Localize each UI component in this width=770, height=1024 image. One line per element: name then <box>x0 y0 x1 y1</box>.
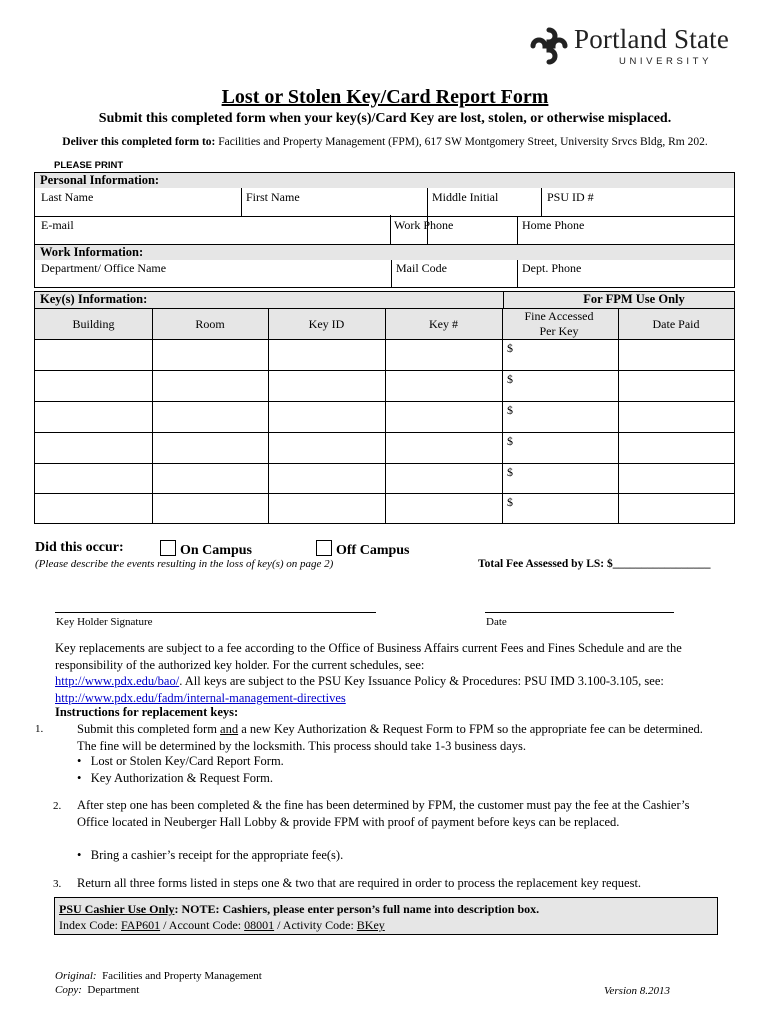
work-phone-field[interactable]: Work Phone <box>394 218 454 232</box>
work-info-section <box>34 244 735 288</box>
cashier-line-1 <box>59 901 713 917</box>
step-1-and: and <box>220 722 239 736</box>
deliver-label: Deliver this completed form to: <box>62 136 216 148</box>
form-title: Lost or Stolen Key/Card Report Form <box>221 86 549 108</box>
step-3-text: Return all three forms listed in steps one & two that are required in order to process the replacement key request. <box>77 876 642 890</box>
date-label: Date <box>486 616 507 628</box>
original-label: Original: <box>55 970 97 982</box>
step-1-bullet-2-text: Key Authorization & Request Form. <box>90 771 274 785</box>
step-1-b: a new Key Authorization & Request Form to FPM so the appropriate fee can be determined. The fine will be determined by the locksmith. This process should take 1-3 business days. <box>77 722 703 753</box>
col-fine-accessed: Fine Accessed Per Key <box>524 309 594 338</box>
step-2-text: After step one has been completed & the fine has been determined by FPM, the customer must pay the fee at the Cashier’s Office located in Neuberger Hall Lobby & provide FPM with proof of payment before keys can be replaced. <box>77 798 690 829</box>
policy-text-1: Key replacements are subject to a fee according to the Office of Business Affairs current Fees and Fines Schedule and are the responsibility of the authorized key holder. For the current schedules, see: <box>55 641 682 672</box>
off-campus-label: Off Campus <box>336 543 410 558</box>
logo-university: UNIVERSITY <box>619 56 713 67</box>
fine-row-5[interactable]: $ <box>507 465 513 479</box>
deliver-address: Facilities and Property Management (FPM), 617 SW Montgomery Street, University Srvcs Bldg, Rm 202. <box>218 136 708 148</box>
col-room: Room <box>195 317 225 331</box>
step-2-bullet-1: • Bring a cashier’s receipt for the appropriate fee(s). <box>77 848 344 862</box>
footer-original <box>55 970 262 982</box>
keys-info-header: Key(s) Information: <box>35 292 503 308</box>
imd-link[interactable]: http://www.pdx.edu/fadm/internal-management-directives <box>55 690 346 705</box>
activity-code-label: / Activity Code: <box>274 918 357 932</box>
fine-row-6[interactable]: $ <box>507 495 513 509</box>
copy-value: Department <box>87 984 140 996</box>
fine-row-4[interactable]: $ <box>507 434 513 448</box>
middle-initial-field[interactable]: Middle Initial <box>432 190 499 204</box>
step-1-bullet-1-text: Lost or Stolen Key/Card Report Form. <box>90 754 284 768</box>
cashier-note: : NOTE: Cashiers, please enter person’s full name into description box. <box>174 902 540 916</box>
cashier-box <box>54 897 718 935</box>
bao-link[interactable]: http://www.pdx.edu/bao/ <box>55 674 180 688</box>
cashier-label: PSU Cashier Use Only <box>59 902 175 916</box>
policy-text-2: . All keys are subject to the PSU Key Issuance Policy & Procedures: PSU IMD 3.100-3.105, see: <box>179 674 664 688</box>
account-code-label: / Account Code: <box>160 918 245 932</box>
dept-phone-field[interactable]: Dept. Phone <box>522 261 582 275</box>
off-campus-checkbox[interactable] <box>316 540 332 556</box>
please-print: PLEASE PRINT <box>54 160 124 171</box>
fine-row-1[interactable]: $ <box>507 341 513 355</box>
version-label: Version 8.2013 <box>604 985 670 997</box>
step-1-number: 1. <box>35 723 44 735</box>
on-campus-checkbox[interactable] <box>160 540 176 556</box>
step-2-number: 2. <box>53 800 62 812</box>
personal-info-section <box>34 172 735 245</box>
email-field[interactable]: E-mail <box>41 218 74 232</box>
on-campus-option[interactable] <box>160 540 252 559</box>
total-fee-field[interactable]: Total Fee Assessed by LS: $_________________ <box>478 558 711 570</box>
psu-logo-mark-icon <box>527 24 571 68</box>
step-1-bullet-2: • Key Authorization & Request Form. <box>77 771 274 785</box>
last-name-field[interactable]: Last Name <box>41 190 94 204</box>
off-campus-option[interactable] <box>316 540 410 559</box>
home-phone-field[interactable]: Home Phone <box>522 218 585 232</box>
cashier-line-2 <box>59 917 713 933</box>
original-value: Facilities and Property Management <box>102 970 262 982</box>
footer-copy <box>55 984 139 996</box>
col-key-id: Key ID <box>308 317 345 331</box>
instructions-header: Instructions for replacement keys: <box>55 705 239 719</box>
col-date-paid: Date Paid <box>652 317 700 331</box>
first-name-field[interactable]: First Name <box>246 190 300 204</box>
fpm-use-header: For FPM Use Only <box>503 292 734 308</box>
activity-code: BKey <box>356 918 385 932</box>
keys-table <box>34 291 735 524</box>
step-1-text <box>77 721 717 754</box>
fine-row-3[interactable]: $ <box>507 403 513 417</box>
col-key-number: Key # <box>429 317 458 331</box>
personal-info-header: Personal Information: <box>35 173 734 188</box>
index-code: FAP601 <box>121 918 161 932</box>
fine-row-2[interactable]: $ <box>507 372 513 386</box>
step-1-bullet-1: • Lost or Stolen Key/Card Report Form. <box>77 754 284 768</box>
occur-note: (Please describe the events resulting in the loss of key(s) on page 2) <box>35 558 334 570</box>
copy-label: Copy: <box>55 984 82 996</box>
step-3-number: 3. <box>53 878 62 890</box>
policy-paragraph <box>55 640 720 706</box>
key-holder-signature-label: Key Holder Signature <box>56 616 153 628</box>
mail-code-field[interactable]: Mail Code <box>396 261 447 275</box>
col-building: Building <box>72 317 115 331</box>
on-campus-label: On Campus <box>180 543 252 558</box>
step-1-a: Submit this completed form <box>77 722 217 736</box>
account-code: 08001 <box>244 918 275 932</box>
form-subtitle: Submit this completed form when your key(s)/Card Key are lost, stolen, or otherwise misplaced. <box>98 111 672 126</box>
psu-id-field[interactable]: PSU ID # <box>547 190 594 204</box>
logo-name: Portland State <box>574 24 730 54</box>
psu-logo <box>527 22 739 70</box>
occur-question: Did this occur: <box>35 540 124 555</box>
index-code-label: Index Code: <box>59 918 121 932</box>
department-field[interactable]: Department/ Office Name <box>41 261 167 275</box>
step-2-bullet-1-text: Bring a cashier’s receipt for the appropriate fee(s). <box>90 848 344 862</box>
deliver-line <box>0 136 770 148</box>
work-info-header: Work Information: <box>35 245 734 260</box>
